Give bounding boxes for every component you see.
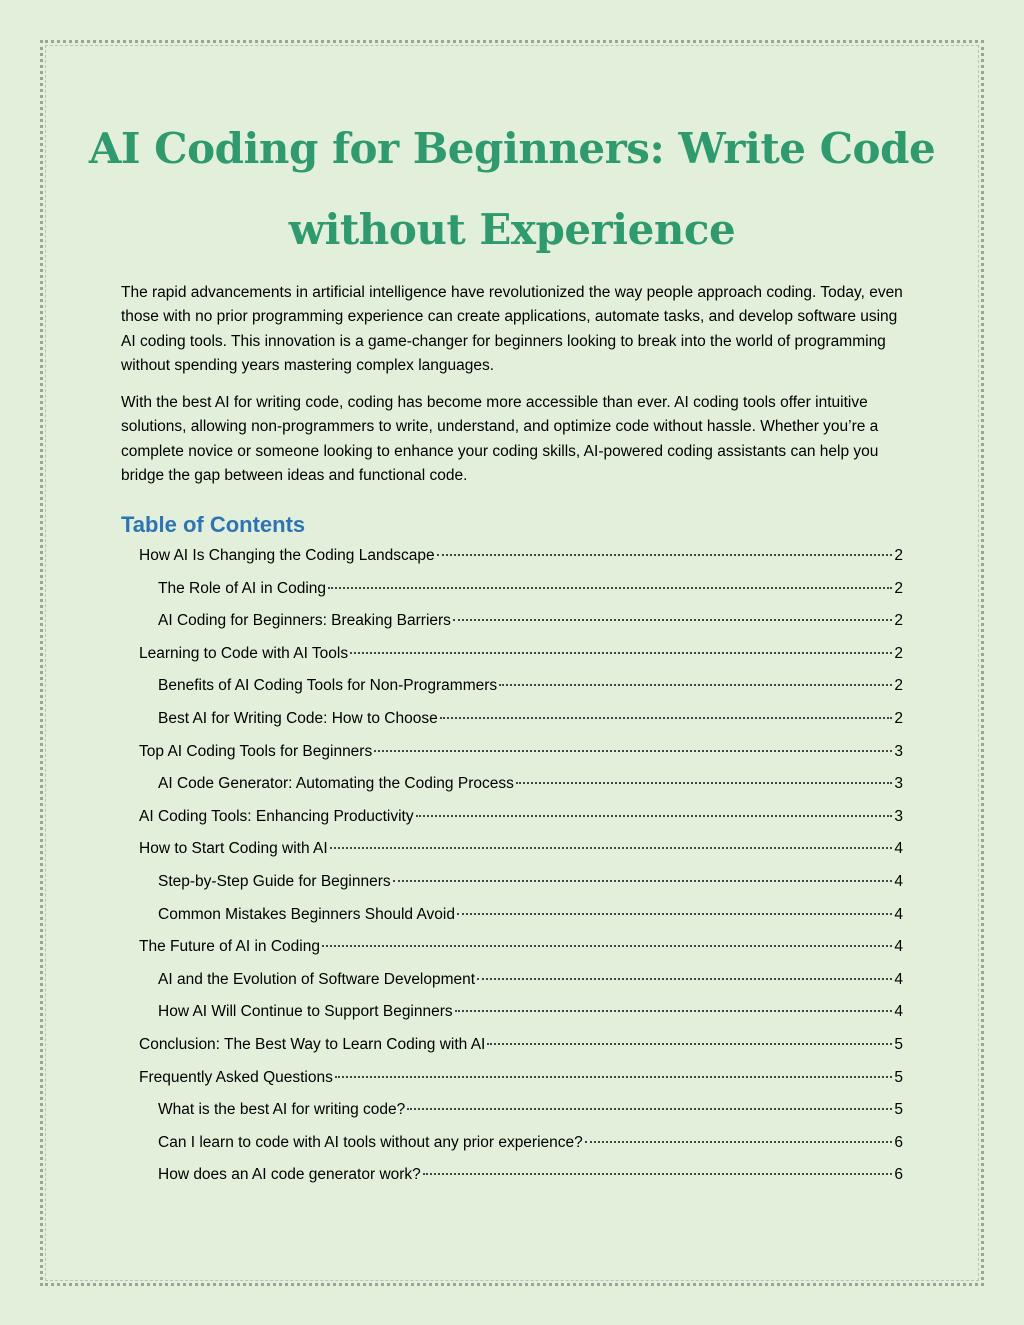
toc-entry-label: Learning to Code with AI Tools	[139, 644, 349, 662]
toc-leader-dots	[455, 1010, 893, 1012]
toc-entry[interactable]	[158, 703, 903, 735]
toc-entry-label: Top AI Coding Tools for Beginners	[139, 742, 373, 760]
toc-entry-page: 4	[894, 1003, 903, 1021]
toc-entry-page: 3	[894, 775, 903, 793]
toc-entry-page: 3	[894, 807, 903, 825]
toc-entry-label: The Future of AI in Coding	[139, 938, 320, 956]
toc-leader-dots	[335, 1076, 893, 1078]
toc-entry[interactable]	[139, 1062, 903, 1094]
toc-entry-label: Conclusion: The Best Way to Learn Coding with AI	[139, 1036, 486, 1053]
toc-leader-dots	[437, 554, 893, 556]
toc-entry-label: Common Mistakes Beginners Should Avoid	[158, 905, 455, 923]
toc-entry[interactable]	[139, 931, 903, 963]
toc-leader-dots	[487, 1043, 892, 1045]
toc-leader-dots	[407, 1108, 892, 1110]
toc-entry[interactable]	[158, 670, 903, 702]
toc-entry-page: 2	[894, 677, 903, 695]
toc-entry-page: 4	[894, 905, 903, 923]
toc-entry[interactable]	[158, 996, 903, 1028]
toc-entry[interactable]	[139, 638, 903, 670]
toc-entry[interactable]	[158, 899, 903, 931]
toc-entry-page: 6	[894, 1166, 903, 1184]
toc-entry[interactable]	[158, 1127, 903, 1159]
toc-leader-dots	[499, 684, 892, 686]
toc-entry-label: Frequently Asked Questions	[139, 1068, 333, 1086]
toc-entry-page: 4	[894, 938, 903, 956]
intro-paragraph-2: With the best AI for writing code, coding has become more accessible than ever. AI coding tools offer intuitive solutions, allowing non-programmers to write, understand, and optimize code without hassle. Whether you’re a complete novice or someone looking to enhance your coding skills, AI-powered coding assistants can help you bridge the gap between ideas and functional code.	[121, 394, 879, 484]
toc-entry[interactable]	[158, 866, 903, 898]
toc-entry-page: 4	[894, 970, 903, 988]
toc-entry[interactable]	[139, 540, 903, 572]
toc-entry-page: 6	[894, 1133, 903, 1151]
toc-entry[interactable]	[158, 768, 903, 800]
toc-entry-page: 4	[894, 840, 903, 858]
toc-leader-dots	[477, 978, 892, 980]
toc-entry[interactable]	[139, 1029, 903, 1061]
toc-leader-dots	[440, 717, 893, 719]
toc-entry-label: How AI Will Continue to Support Beginners	[158, 1003, 453, 1021]
toc-entry[interactable]	[139, 736, 903, 768]
toc-heading: Table of Contents	[121, 512, 306, 537]
toc-leader-dots	[585, 1141, 893, 1143]
toc-entry-page: 5	[894, 1101, 903, 1119]
toc-entry-page: 2	[894, 612, 903, 630]
toc-entry-label: How AI Is Changing the Coding Landscape	[139, 547, 435, 564]
toc-entry-page: 5	[894, 1068, 903, 1086]
toc-entry-page: 4	[894, 873, 903, 890]
toc-leader-dots	[416, 815, 893, 817]
toc-leader-dots	[374, 750, 892, 752]
toc-entry-label: How to Start Coding with AI	[139, 840, 328, 858]
toc-entry-label: How does an AI code generator work?	[158, 1166, 421, 1184]
toc-entry-page: 3	[894, 742, 903, 760]
toc-entry[interactable]	[158, 573, 903, 605]
toc-entry-page: 2	[894, 547, 903, 564]
toc-entry-label: The Role of AI in Coding	[158, 579, 327, 597]
toc-entry[interactable]	[139, 801, 903, 833]
toc-entry[interactable]	[158, 605, 903, 637]
toc-entry-label: Step-by-Step Guide for Beginners	[158, 873, 391, 890]
toc-entry-label: Best AI for Writing Code: How to Choose	[158, 710, 438, 727]
toc-leader-dots	[322, 945, 892, 947]
toc-entry-page: 5	[894, 1036, 903, 1053]
document-title: AI Coding for Beginners: Write Code without Experience	[88, 124, 936, 254]
toc-entry-label: AI Coding for Beginners: Breaking Barriers	[158, 612, 451, 630]
toc-entry-label: Benefits of AI Coding Tools for Non-Programmers	[158, 677, 498, 695]
toc-leader-dots	[393, 880, 893, 882]
toc-leader-dots	[350, 652, 892, 654]
toc-entry-label: AI Code Generator: Automating the Coding Process	[158, 775, 514, 793]
toc-leader-dots	[423, 1173, 893, 1175]
toc-leader-dots	[330, 847, 893, 849]
intro-paragraph-1: The rapid advancements in artificial intelligence have revolutionized the way people approach coding. Today, even those with no prior programming experience can create applications, automate tasks, and develop software using AI coding tools. This innovation is a game-changer for beginners looking to break into the world of programming without spending years mastering complex languages.	[121, 284, 903, 374]
toc-entry-label: Can I learn to code with AI tools without any prior experience?	[158, 1133, 583, 1151]
toc-entry[interactable]	[158, 1159, 903, 1191]
toc-entry[interactable]	[158, 1094, 903, 1126]
toc-leader-dots	[328, 587, 892, 589]
toc-entry-label: What is the best AI for writing code?	[158, 1101, 406, 1119]
toc-entry-label: AI Coding Tools: Enhancing Productivity	[139, 807, 414, 825]
toc-entry-page: 2	[894, 579, 903, 597]
toc-entry[interactable]	[158, 964, 903, 996]
toc-entry-page: 2	[894, 644, 903, 662]
toc-entry-page: 2	[894, 710, 903, 727]
toc-leader-dots	[453, 619, 892, 621]
toc-leader-dots	[516, 782, 893, 784]
toc-entry-label: AI and the Evolution of Software Development	[158, 970, 476, 988]
toc-leader-dots	[457, 913, 892, 915]
toc-entry[interactable]	[139, 833, 903, 865]
